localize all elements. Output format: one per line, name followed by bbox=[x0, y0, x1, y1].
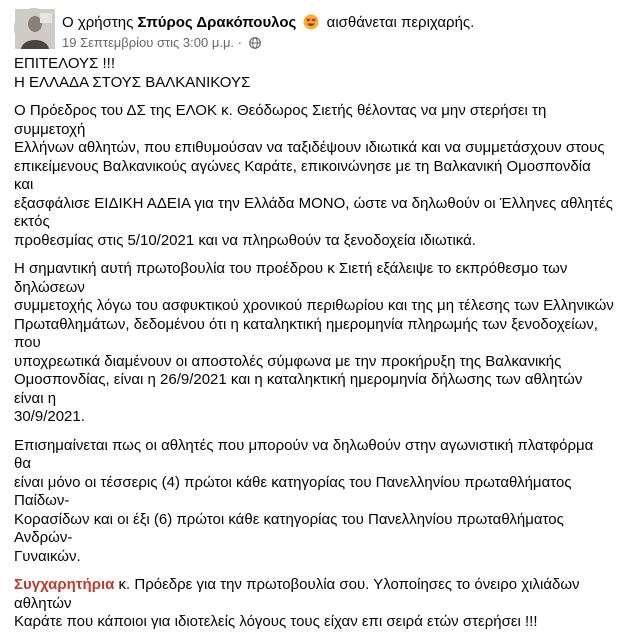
post-text-line: Κορασίδων και οι έξι (6) πρώτοι κάθε κατηγορίας του Πανελληνίου πρωταθλήματος Ανδρών- bbox=[14, 510, 564, 546]
grinning-heart-eyes-emoji-icon bbox=[303, 14, 319, 30]
post-text-line: εξασφάλισε ΕΙΔΙΚΗ ΑΔΕΙΑ για την Ελλάδα ΜΟΝΟ, ώστε να δηλωθούν οι Έλληνες αθλητές εκτός bbox=[14, 194, 613, 230]
post-text-line: ΕΠΙΤΕΛΟΥΣ !!! bbox=[14, 55, 116, 72]
post-text-line: Καράτε που κάποιοι για ιδιοτελείς λόγους τους είχαν επι σειρά ετών στερήσει !!! bbox=[14, 613, 538, 630]
post-timestamp-link[interactable]: 19 Σεπτεμβρίου στις 3:00 μ.μ. bbox=[62, 35, 235, 50]
post-text-line: Η ΕΛΛΑΔΑ ΣΤΟΥΣ ΒΑΛΚΑΝΙΚΟΥΣ bbox=[14, 73, 251, 91]
author-prefix: Ο χρήστης bbox=[62, 14, 134, 31]
post-text-line bbox=[14, 576, 614, 613]
post-meta bbox=[62, 35, 261, 51]
post-text-line: επικείμενους Βαλκανικούς αγώνες Καράτε, επικοινώνησε με τη Βαλκανική Ομοσπονδία και bbox=[14, 157, 591, 193]
post-header bbox=[14, 8, 614, 50]
congrats-highlight: Συγχαρητήρια bbox=[14, 576, 115, 593]
post-text-line: υποχρεωτικά διαμένουν οι αποστολές σύμφωνα με την προκήρυξη της Βαλκανικής bbox=[14, 352, 562, 370]
post-text-line: Πρωταθλημάτων, δεδομένου ότι η καταληκτική ημερομηνία πληρωμής των ξενοδοχείων, που bbox=[14, 315, 598, 351]
meta-separator: · bbox=[237, 35, 243, 50]
post-text-line: 30/9/2021. bbox=[14, 408, 85, 425]
post-intro bbox=[14, 55, 614, 92]
author-name-link[interactable]: Σπύρος Δρακόπουλος bbox=[137, 14, 297, 31]
avatar[interactable] bbox=[14, 8, 54, 48]
post-paragraph-1 bbox=[14, 102, 614, 250]
post-text-line: Ομοσπονδίας, είναι η 26/9/2021 και η καταληκτική ημερομηνία δήλωσης των αθλητών είναι η bbox=[14, 371, 583, 407]
post-text-line: Ελλήνων αθλητών, που επιθυμούσαν να ταξιδέψουν ιδιωτικά και να συμμετάσχουν στους bbox=[14, 139, 605, 156]
post-paragraph-3 bbox=[14, 437, 614, 567]
congrats-line-rest: κ. Πρόεδρε για την πρωτοβουλία σου. Υλοποίησες το όνειρο χιλιάδων αθλητών bbox=[14, 576, 580, 612]
avatar-photo-icon bbox=[15, 9, 55, 49]
post-text-line: Η σημαντική αυτή πρωτοβουλία του προέδρου κ Σιετή εξάλειψε το εκπρόθεσμο των δηλώσεων bbox=[14, 260, 568, 296]
post-paragraph-4 bbox=[14, 576, 614, 632]
post-text-line: Ο Πρόεδρος του ΔΣ της ΕΛΟΚ κ. Θεόδωρος Σιετής θέλοντας να μην στερήσει τη συμμετοχή bbox=[14, 102, 547, 138]
feeling-text: αισθάνεται περιχαρής. bbox=[326, 14, 475, 31]
post-text-line: προθεσμίας στις 5/10/2021 και να πληρωθούν τα ξενοδοχεία ιδιωτικά. bbox=[14, 231, 476, 249]
post-body bbox=[14, 55, 614, 642]
post-paragraph-2 bbox=[14, 260, 614, 427]
globe-icon[interactable] bbox=[249, 37, 261, 49]
post-text-line: Επισημαίνεται πως οι αθλητές που μπορούν να δηλωθούν στην αγωνιστική πλατφόρμα θα bbox=[14, 436, 594, 472]
post-text-line: συμμετοχής λόγω του ασφυκτικού χρονικού περιθωρίου και της μη τέλεσης των Ελληνικών bbox=[14, 297, 614, 314]
author-line bbox=[62, 14, 474, 32]
post-text-line: είναι μόνο οι τέσσερις (4) πρώτοι κάθε κατηγορίας του Πανελληνίου πρωταθλήματος Παίδων- bbox=[14, 473, 572, 509]
post-text-line: Γυναικών. bbox=[14, 547, 81, 565]
